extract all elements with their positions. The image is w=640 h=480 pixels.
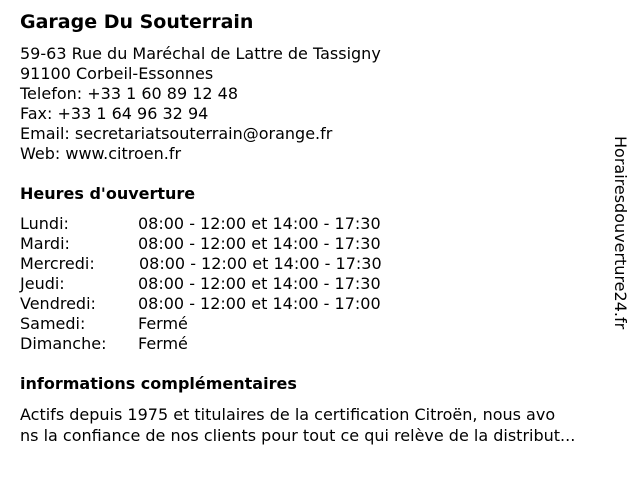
info-heading: informations complémentaires	[20, 374, 297, 393]
day-label: Vendredi:	[20, 294, 96, 313]
day-hours: 08:00 - 12:00 et 14:00 - 17:30	[139, 254, 382, 273]
day-hours: Fermé	[138, 314, 188, 333]
day-label: Jeudi:	[20, 274, 65, 293]
site-watermark: Horairesdouverture24.fr	[611, 136, 630, 330]
description-line: ns la confiance de nos clients pour tout ce qui relève de la distribut...	[20, 426, 576, 445]
hours-heading: Heures d'ouverture	[20, 184, 196, 203]
business-name: Garage Du Souterrain	[20, 11, 254, 33]
website: Web: www.citroen.fr	[20, 144, 182, 163]
day-hours: 08:00 - 12:00 et 14:00 - 17:30	[138, 214, 381, 233]
day-label: Mercredi:	[20, 254, 95, 273]
day-label: Mardi:	[20, 234, 70, 253]
fax-number: Fax: +33 1 64 96 32 94	[20, 104, 209, 123]
day-hours: Fermé	[138, 334, 188, 353]
day-hours: 08:00 - 12:00 et 14:00 - 17:00	[138, 294, 381, 313]
address-block	[20, 44, 381, 164]
description-line: Actifs depuis 1975 et titulaires de la certification Citroën, nous avo	[20, 405, 556, 424]
day-hours: 08:00 - 12:00 et 14:00 - 17:30	[138, 274, 381, 293]
day-label: Dimanche:	[20, 334, 107, 353]
day-hours: 08:00 - 12:00 et 14:00 - 17:30	[138, 234, 381, 253]
day-label: Samedi:	[20, 314, 86, 333]
day-label: Lundi:	[20, 214, 69, 233]
phone-number: Telefon: +33 1 60 89 12 48	[20, 84, 239, 103]
email-address: Email: secretariatsouterrain@orange.fr	[20, 124, 333, 143]
street-address: 59-63 Rue du Maréchal de Lattre de Tassigny	[20, 44, 381, 63]
business-description	[20, 404, 624, 446]
city: 91100 Corbeil-Essonnes	[20, 64, 214, 83]
